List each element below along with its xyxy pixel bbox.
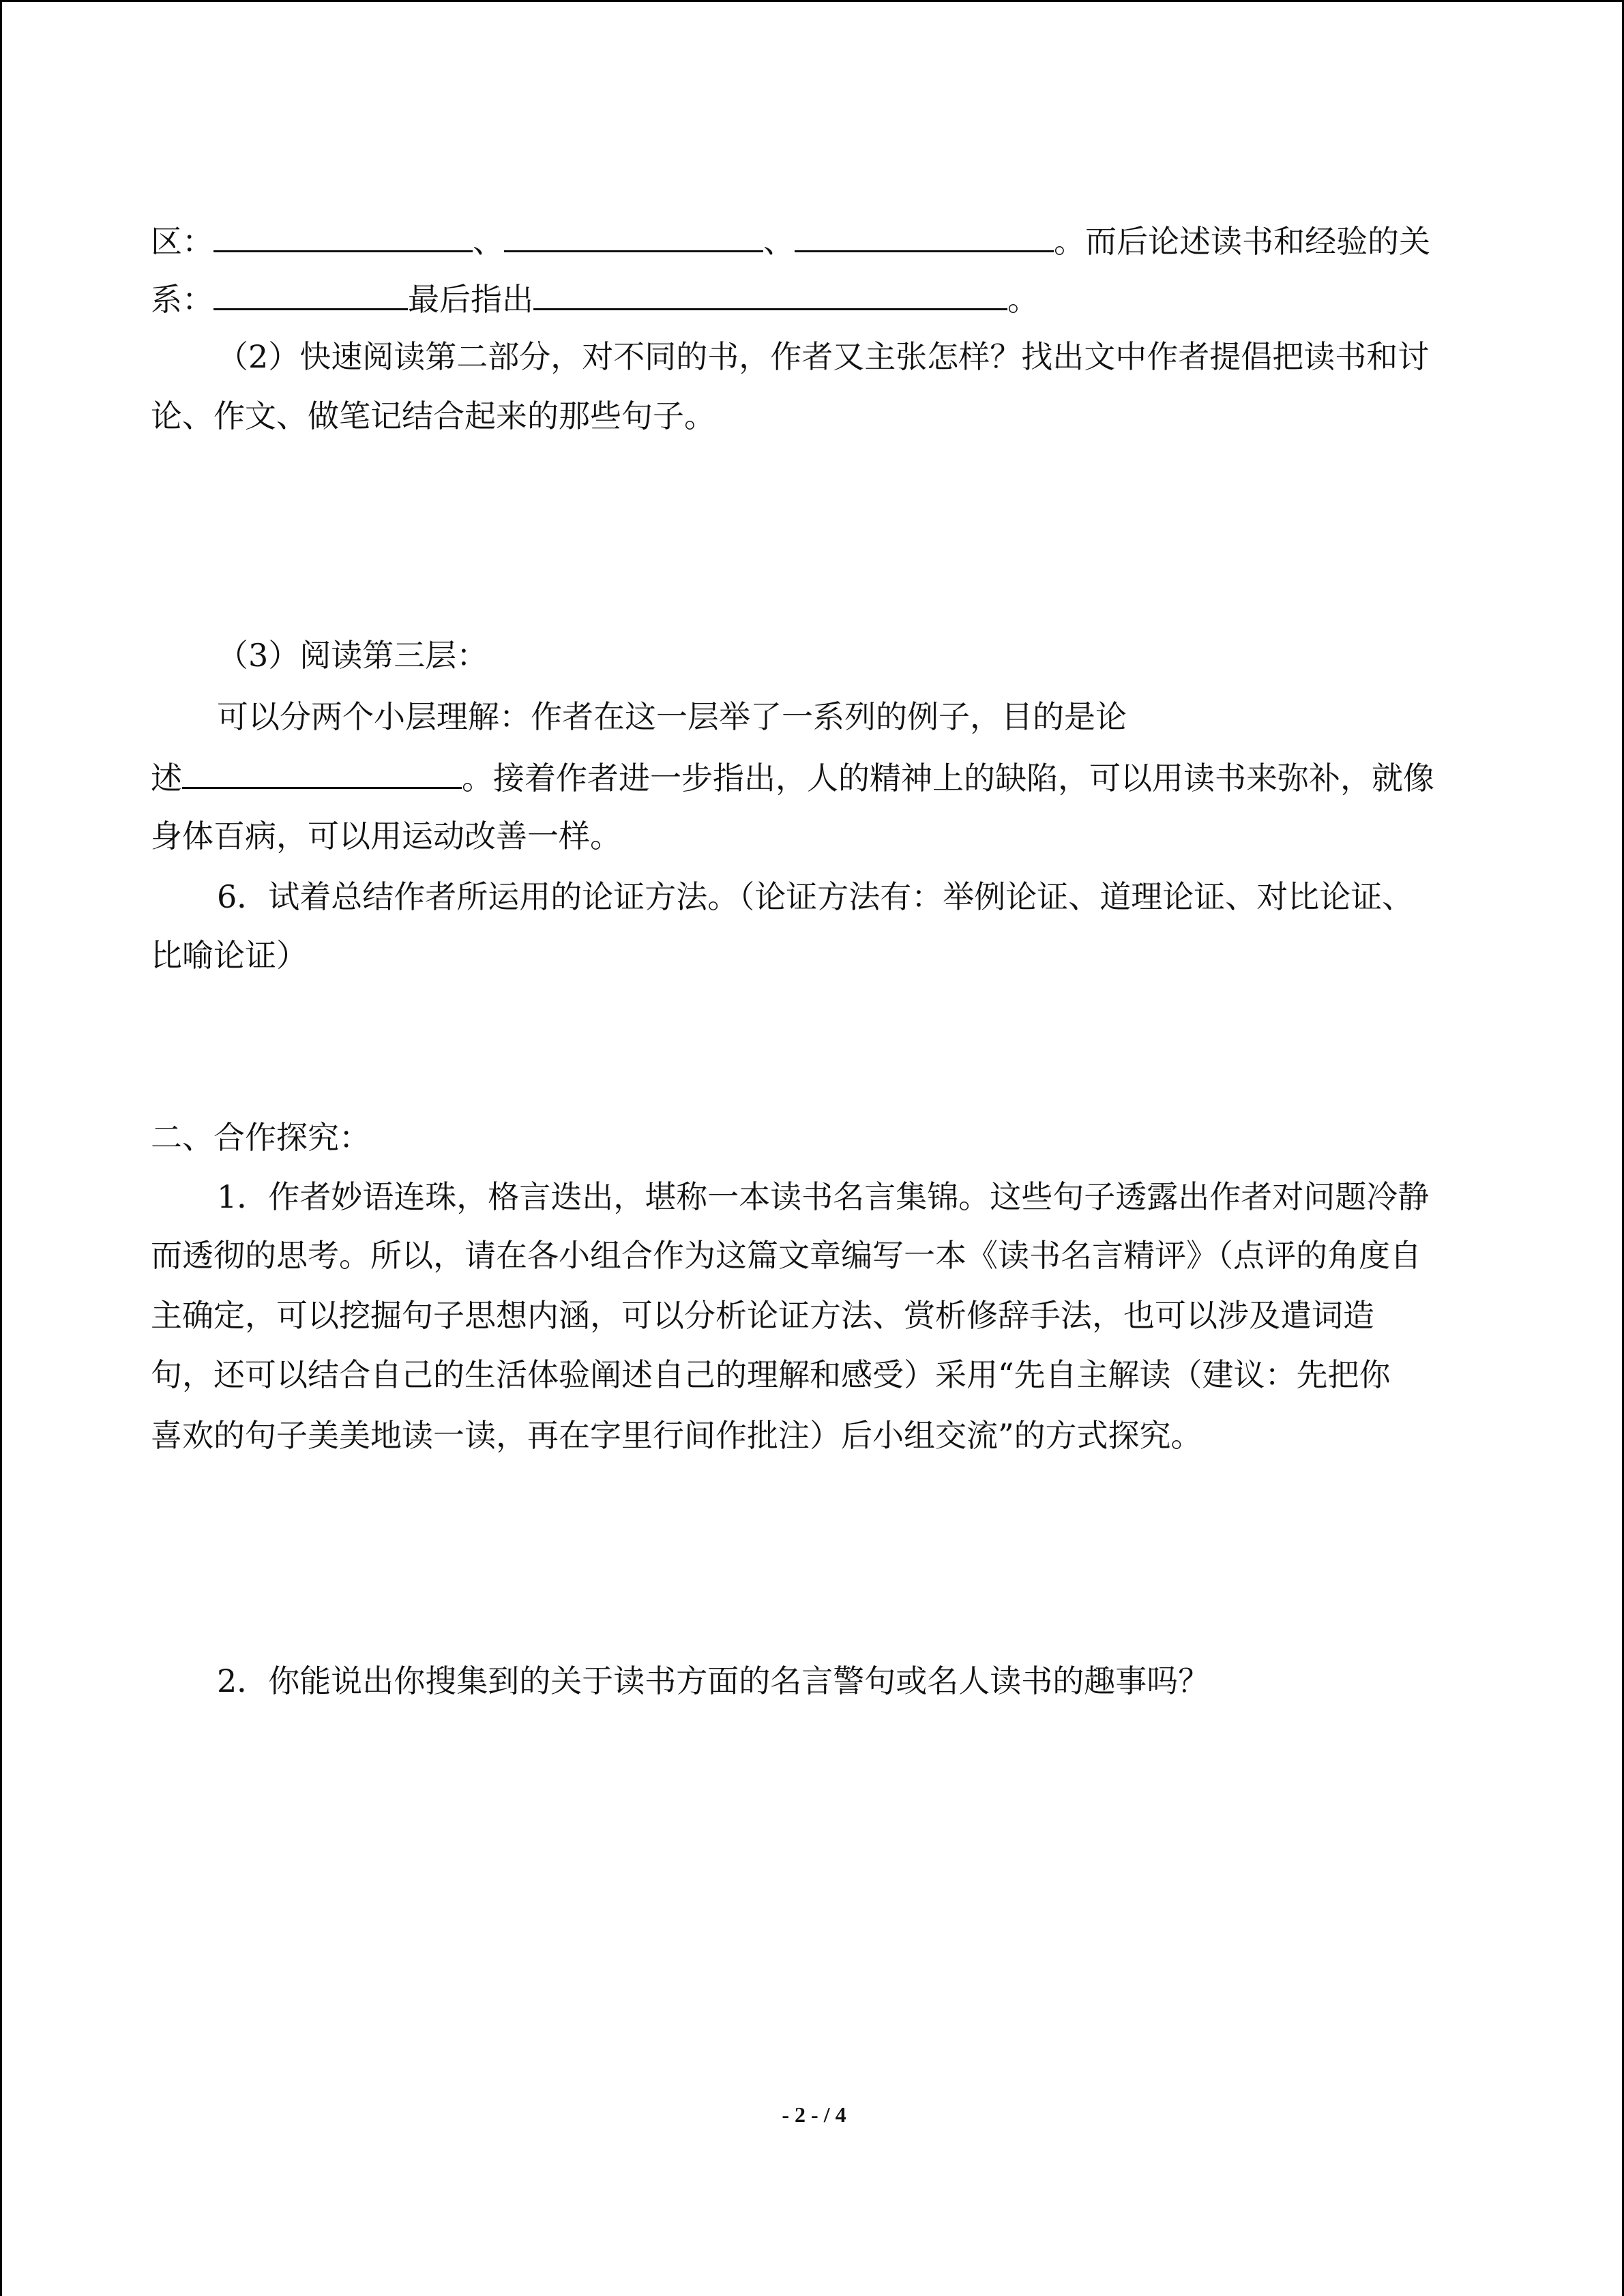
question-text: 身体百病，可以用运动改善一样。: [151, 818, 621, 854]
line-middle: 最后指出: [408, 281, 533, 318]
fill-in-blank[interactable]: [213, 277, 408, 310]
text-line: [151, 219, 1481, 262]
question-text: 而透彻的思考。所以，请在各小组合作为这篇文章编写一本《读书名言精评》（点评的角度自: [151, 1237, 1421, 1274]
line-suffix: 。而后论述读书和经验的关: [1054, 223, 1430, 260]
fill-in-blank[interactable]: [533, 277, 1007, 310]
question-text: （2）快速阅读第二部分，对不同的书，作者又主张怎样？找出文中作者提倡把读书和讨: [217, 338, 1430, 375]
fill-in-blank[interactable]: [213, 219, 473, 252]
question-text: 论、作文、做笔记结合起来的那些句子。: [151, 398, 715, 434]
fill-in-blank[interactable]: [504, 219, 763, 252]
separator: 、: [763, 223, 795, 260]
separator: 、: [473, 223, 504, 260]
text-line: [151, 756, 1481, 799]
question-text: 比喻论证）: [151, 937, 308, 974]
text-line: [151, 277, 1481, 320]
line-suffix: 。接着作者进一步指出，人的精神上的缺陷，可以用读书来弥补，就像: [462, 760, 1434, 796]
question-heading: （3）阅读第三层：: [217, 637, 488, 674]
question-text: 喜欢的句子美美地读一读，再在字里行间作批注）后小组交流”的方式探究。: [151, 1417, 1202, 1454]
question-text: 1．作者妙语连珠，格言迭出，堪称一本读书名言集锦。这些句子透露出作者对问题冷静: [217, 1178, 1430, 1215]
line-suffix: 。: [1007, 281, 1039, 318]
line-prefix: 述: [151, 760, 182, 796]
question-text: 主确定，可以挖掘句子思想内涵，可以分析论证方法、赏析修辞手法，也可以涉及遣词造: [151, 1297, 1374, 1334]
question-text: 2．你能说出你搜集到的关于读书方面的名言警句或名人读书的趣事吗？: [217, 1663, 1210, 1699]
page-number: - 2 - / 4: [782, 2102, 846, 2127]
question-text: 6．试着总结作者所运用的论证方法。（论证方法有：举例论证、道理论证、对比论证、: [217, 878, 1414, 915]
question-text: 可以分两个小层理解：作者在这一层举了一系列的例子，目的是论: [217, 698, 1127, 735]
line-prefix: 区：: [151, 223, 213, 260]
fill-in-blank[interactable]: [795, 219, 1054, 252]
question-text: 句，还可以结合自己的生活体验阐述自己的理解和感受）采用“先自主解读（建议：先把你: [151, 1356, 1391, 1393]
fill-in-blank[interactable]: [182, 756, 462, 789]
line-prefix: 系：: [151, 281, 213, 318]
section-heading: 二、合作探究：: [151, 1119, 370, 1156]
